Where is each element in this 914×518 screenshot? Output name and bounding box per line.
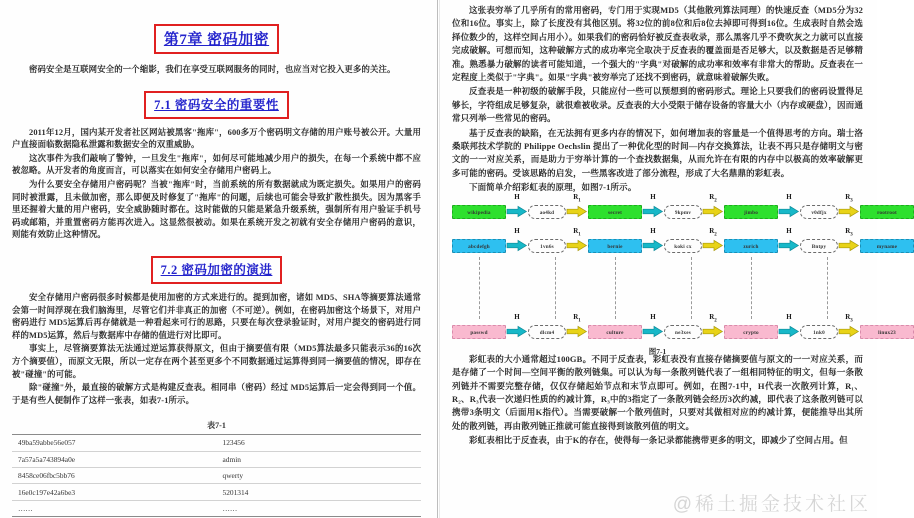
- paragraph: 2011年12月，国内某开发者社区网站被黑客"拖库"，600多万个密码明文存储的用户账号被公开。大量用户直接面临数据隐私泄露和数据安全的双重威胁。: [12, 127, 421, 150]
- chain-node-hash: koki cx: [664, 239, 702, 253]
- arrow-label: $R_3$: [845, 312, 853, 324]
- table-cell-hash: 7a57a5a743894a0e: [18, 454, 76, 464]
- arrow-label: H: [650, 312, 656, 321]
- arrow-label: H: [786, 226, 792, 235]
- arrow-label: $R_2$: [709, 192, 717, 204]
- watermark-text: @稀土掘金技术社区: [672, 494, 871, 515]
- table-row: [12, 451, 421, 467]
- arrow-glyph: [839, 206, 859, 217]
- paragraph: 反查表是一种初级的破解手段，只能应付一些可以预想到的密码形式。理论上只要我们的密码设置得足够长，字符组成足够复杂，就很难被收录。反查表的大小受限于储存设备的容量大小（内存或硬盘），因而通常只列举一些常见的密码。: [452, 86, 863, 124]
- dashed-connector-line: [751, 257, 752, 319]
- arrow-glyph: [643, 326, 663, 337]
- section-7-2-annotation-box: [151, 256, 283, 284]
- arrow-glyph: [567, 326, 587, 337]
- section-7-2-heading-row: [12, 256, 421, 284]
- section-7-1-heading-text: 7.1 密码安全的重要性: [154, 97, 279, 112]
- paragraph: 为什么要安全存储用户密码呢？当被"拖库"时，当前系统的所有数据就成为既定损失。如果用户的密码同时被泄露，且未做加密，那么即便及时修复了"拖库"的问题，后续也可能会导致扩散性损失。因为黑客手里还握着大量的用户密码，安全威胁随时都在。这时能做的只能是紧急升级系统，强制所有用户验证手机号码或邮箱，并重置密码方能再次进入。这显然很被动。如果在系统开发之初就有安全存储用户密码的意识，则能有效防止这种情况。: [12, 179, 421, 240]
- chain-node-plaintext: linux23: [860, 325, 914, 339]
- table-cell-hash: 16e0c197e42a6be3: [18, 487, 76, 497]
- arrow-hash-icon: [506, 312, 528, 340]
- chain-node-hash: Bntpy: [800, 239, 838, 253]
- chain-node-plaintext: bernie: [588, 239, 642, 253]
- chapter-heading-row: [12, 24, 421, 54]
- arrow-reduce-icon: [566, 312, 588, 340]
- arrow-glyph: [703, 206, 723, 217]
- arrow-label: $R_1$: [573, 226, 581, 238]
- chain-node-plaintext: abcdefgh: [452, 239, 506, 253]
- right-page-column: [440, 0, 898, 518]
- chain-node-hash: 9kpmv: [664, 205, 702, 219]
- arrow-hash-icon: [778, 226, 800, 254]
- arrow-glyph: [779, 206, 799, 217]
- paragraph: 彩虹表的大小通常超过100GB。不同于反查表，彩虹表没有直接存储摘要值与原文的一一对应关系，而是存储了一个时间—空间平衡的散列链集。可以认为每一条散列链代表了一组相同特征的明文，但每一条散列链并不需要完整存储，仅仅存储起始节点和末节点即可。例如，在图7-1中，H代表一次散列计算，R₁、R₂、R₃代表一次递归性质的约减计算，R₃中的3指定了一条散列链会经历3次约减，即代表了这条散列链可以携带3条明文（后面用K指代）。当需要破解一个散列值时，只要对其做相对应的约减计算，便能推导出其所处的散列链，再由散列链正推就可能直接得到该散列值的明文。: [452, 353, 863, 431]
- arrow-hash-icon: [778, 312, 800, 340]
- arrow-label: H: [514, 192, 520, 201]
- section-7-1-annotation-box: [144, 91, 289, 119]
- section-7-2-heading-text: 7.2 密码加密的演进: [160, 262, 273, 277]
- arrow-glyph: [567, 240, 587, 251]
- table-cell-password: qwerty: [222, 471, 244, 481]
- arrow-label: H: [650, 226, 656, 235]
- paragraph: 这张表穷举了几乎所有的常用密码，专门用于实现MD5（其他散列算法同理）的快速反查（MD5分为32位和16位。事实上，除了长度没有其他区别。将32位的前8位和后8位去掉即可得到16位。生成表时自然会选择位数少的，这样空间占用小）。如果我们的密码恰好被反查表收录，那么黑客几乎不费吹灰之力就可以直接完成破解。可想而知，这种破解方式的成功率完全取决于反查表的覆盖面是否足够大，以及数据是否足够精准。熟悉暴力破解的读者可能知道，一个强大的"字典"对破解的成功率和效率有非常大的帮助。反查表在一定程度上类似于"字典"。如果"字典"被穷举完了还找不到密码，就意味着破解失败。: [452, 5, 863, 83]
- chain-node-hash: 1vn6s: [528, 239, 566, 253]
- left-page-column: [0, 0, 437, 518]
- arrow-glyph: [839, 326, 859, 337]
- paragraph: 这次事件为我们敲响了警钟，一旦发生"拖库"，如何尽可能地减少用户的损失，在每一个系统中都不应被忽略。从开发者的角度而言，可以落实在如何安全存储用户密码上。: [12, 153, 421, 176]
- table-row: [12, 484, 421, 500]
- arrow-glyph: [643, 240, 663, 251]
- arrow-glyph: [643, 206, 663, 217]
- arrow-label: $R_3$: [845, 226, 853, 238]
- paragraph: 安全存储用户密码很多时候都是使用加密的方式来进行的。提到加密，诸如 MD5、SHA等摘要算法通常会第一时间浮现在我们脑海里，尽管它们并非真正的加密（不可逆）。例如，在密码加密这个场景下，对用户密码进行 MD5运算后再存储就是一种看起来可行的思路，只要在每次登录验证时，对用户提交的密码进行同样的MD5运算，然后与数据库中存储的值进行对比即可。: [12, 292, 421, 340]
- arrow-glyph: [779, 326, 799, 337]
- chain-node-plaintext: zurich: [724, 239, 778, 253]
- figure-caption: 图7-1: [648, 346, 667, 356]
- chain-node-hash: ao4kd: [528, 205, 566, 219]
- arrow-reduce-icon: [566, 226, 588, 254]
- arrow-label: H: [650, 192, 656, 201]
- arrow-label: $R_1$: [573, 192, 581, 204]
- intro-paragraph: 密码安全是互联网安全的一个缩影，我们在享受互联网服务的同时，也应当对它投入更多的关注。: [29, 65, 396, 74]
- chain-node-plaintext: crypto: [724, 325, 778, 339]
- arrow-hash-icon: [778, 192, 800, 220]
- table-cell-password: 5201314: [222, 487, 249, 497]
- table-cell-password: 123456: [222, 438, 245, 448]
- arrow-glyph: [779, 240, 799, 251]
- arrow-glyph: [507, 240, 527, 251]
- chain-node-hash: 1nk0: [800, 325, 838, 339]
- arrow-label: H: [514, 226, 520, 235]
- arrow-label: $R_2$: [709, 226, 717, 238]
- reverse-lookup-table: [12, 434, 421, 517]
- arrow-glyph: [703, 326, 723, 337]
- table-cell-hash: 8458ce06fbc5bb76: [18, 471, 75, 481]
- paragraph: 下面简单介绍彩虹表的原理，如图7-1所示。: [469, 182, 637, 193]
- table-cell-hash: 49ba59abbe56e057: [18, 438, 76, 448]
- section-7-1-heading-row: [12, 91, 421, 119]
- chain-node-plaintext: passwd: [452, 325, 506, 339]
- arrow-glyph: [839, 240, 859, 251]
- arrow-reduce-icon: [838, 226, 860, 254]
- arrow-glyph: [567, 206, 587, 217]
- arrow-glyph: [507, 326, 527, 337]
- chain-row-green: [452, 192, 897, 223]
- table-cell-password: admin: [222, 454, 241, 464]
- chain-node-plaintext: culture: [588, 325, 642, 339]
- dashed-connector-line: [555, 257, 556, 319]
- arrow-hash-icon: [642, 312, 664, 340]
- arrow-hash-icon: [642, 192, 664, 220]
- table-caption: 表7-1: [207, 421, 226, 431]
- chain-node-hash: dlcm4: [528, 325, 566, 339]
- chain-row-blue: [452, 226, 898, 257]
- chain-node-plaintext: secret: [588, 205, 642, 219]
- chapter-heading-text: 第7章 密码加密: [163, 32, 270, 48]
- paragraph: 除"碰撞"外，最直接的破解方式是构建反查表。相同串（密码）经过 MD5运算后一定会得到同一个值。于是有些人便制作了这样一张表，如表7-1所示。: [12, 383, 421, 405]
- dashed-connector-line: [479, 257, 480, 319]
- chain-node-hash: ne3xes: [664, 325, 702, 339]
- arrow-reduce-icon: [838, 312, 860, 340]
- dashed-connector-line: [615, 257, 616, 319]
- arrow-label: H: [514, 312, 520, 321]
- arrow-hash-icon: [506, 192, 528, 220]
- dashed-connector-line: [691, 257, 692, 319]
- paragraph: 彩虹表相比于反查表，由于K的存在，使得每一条记录都能携带更多的明文，即减少了空间占用。但: [469, 435, 848, 446]
- table-row: [12, 468, 421, 484]
- chain-node-plaintext: rootroot: [860, 205, 914, 219]
- arrow-label: H: [786, 192, 792, 201]
- rainbow-table-figure: [452, 192, 898, 356]
- arrow-label: $R_3$: [845, 192, 853, 204]
- paragraph: 基于反查表的缺陷，在无法拥有更多内存的情况下，如何增加表的容量是一个值得思考的方向。瑞士洛桑联邦技术学院的 Philippe Oechslin 提出了一种优化型的时间—内存交换算法，让表不再只是存储明文与密文的一一对应关系，而是助力于穷举计算的一个查找数据集，从而允许在有限的内存中以极高的效率破解更多可能的密码。受该思路的启发，一些黑客改进了部分流程，形成了大名鼎鼎的彩虹表。: [452, 127, 863, 178]
- chain-node-plaintext: wikipedia: [452, 205, 506, 219]
- table-cell-hash: ……: [18, 503, 33, 513]
- table-body: [12, 435, 421, 517]
- chain-node-hash: v0dfjx: [800, 205, 838, 219]
- table-row: [12, 435, 421, 451]
- arrow-hash-icon: [506, 226, 528, 254]
- arrow-reduce-icon: [838, 192, 860, 220]
- chain-row-pink: [452, 312, 896, 343]
- arrow-reduce-icon: [702, 226, 724, 254]
- arrow-label: H: [786, 312, 792, 321]
- chain-node-plaintext: myname: [860, 239, 914, 253]
- arrow-hash-icon: [642, 226, 664, 254]
- arrow-glyph: [507, 206, 527, 217]
- dashed-connector-line: [827, 257, 828, 319]
- table-row: [12, 500, 421, 516]
- arrow-label: $R_2$: [709, 312, 717, 324]
- paragraph: 事实上，尽管摘要算法无法通过逆运算获得原文，但由于摘要值有限（MD5算法最多只能表示36的16次方个摘要值），而原文无限，所以一定存在两个甚至更多个不同数据通过运算得到同一摘要值的情况，即存在被"碰撞"的可能。: [12, 344, 421, 379]
- arrow-label: $R_1$: [573, 312, 581, 324]
- arrow-reduce-icon: [702, 192, 724, 220]
- chapter-heading-annotation-box: [154, 24, 279, 54]
- arrow-glyph: [703, 240, 723, 251]
- arrow-reduce-icon: [566, 192, 588, 220]
- arrow-reduce-icon: [702, 312, 724, 340]
- table-cell-password: ……: [222, 503, 238, 513]
- chain-node-plaintext: jimbo: [724, 205, 778, 219]
